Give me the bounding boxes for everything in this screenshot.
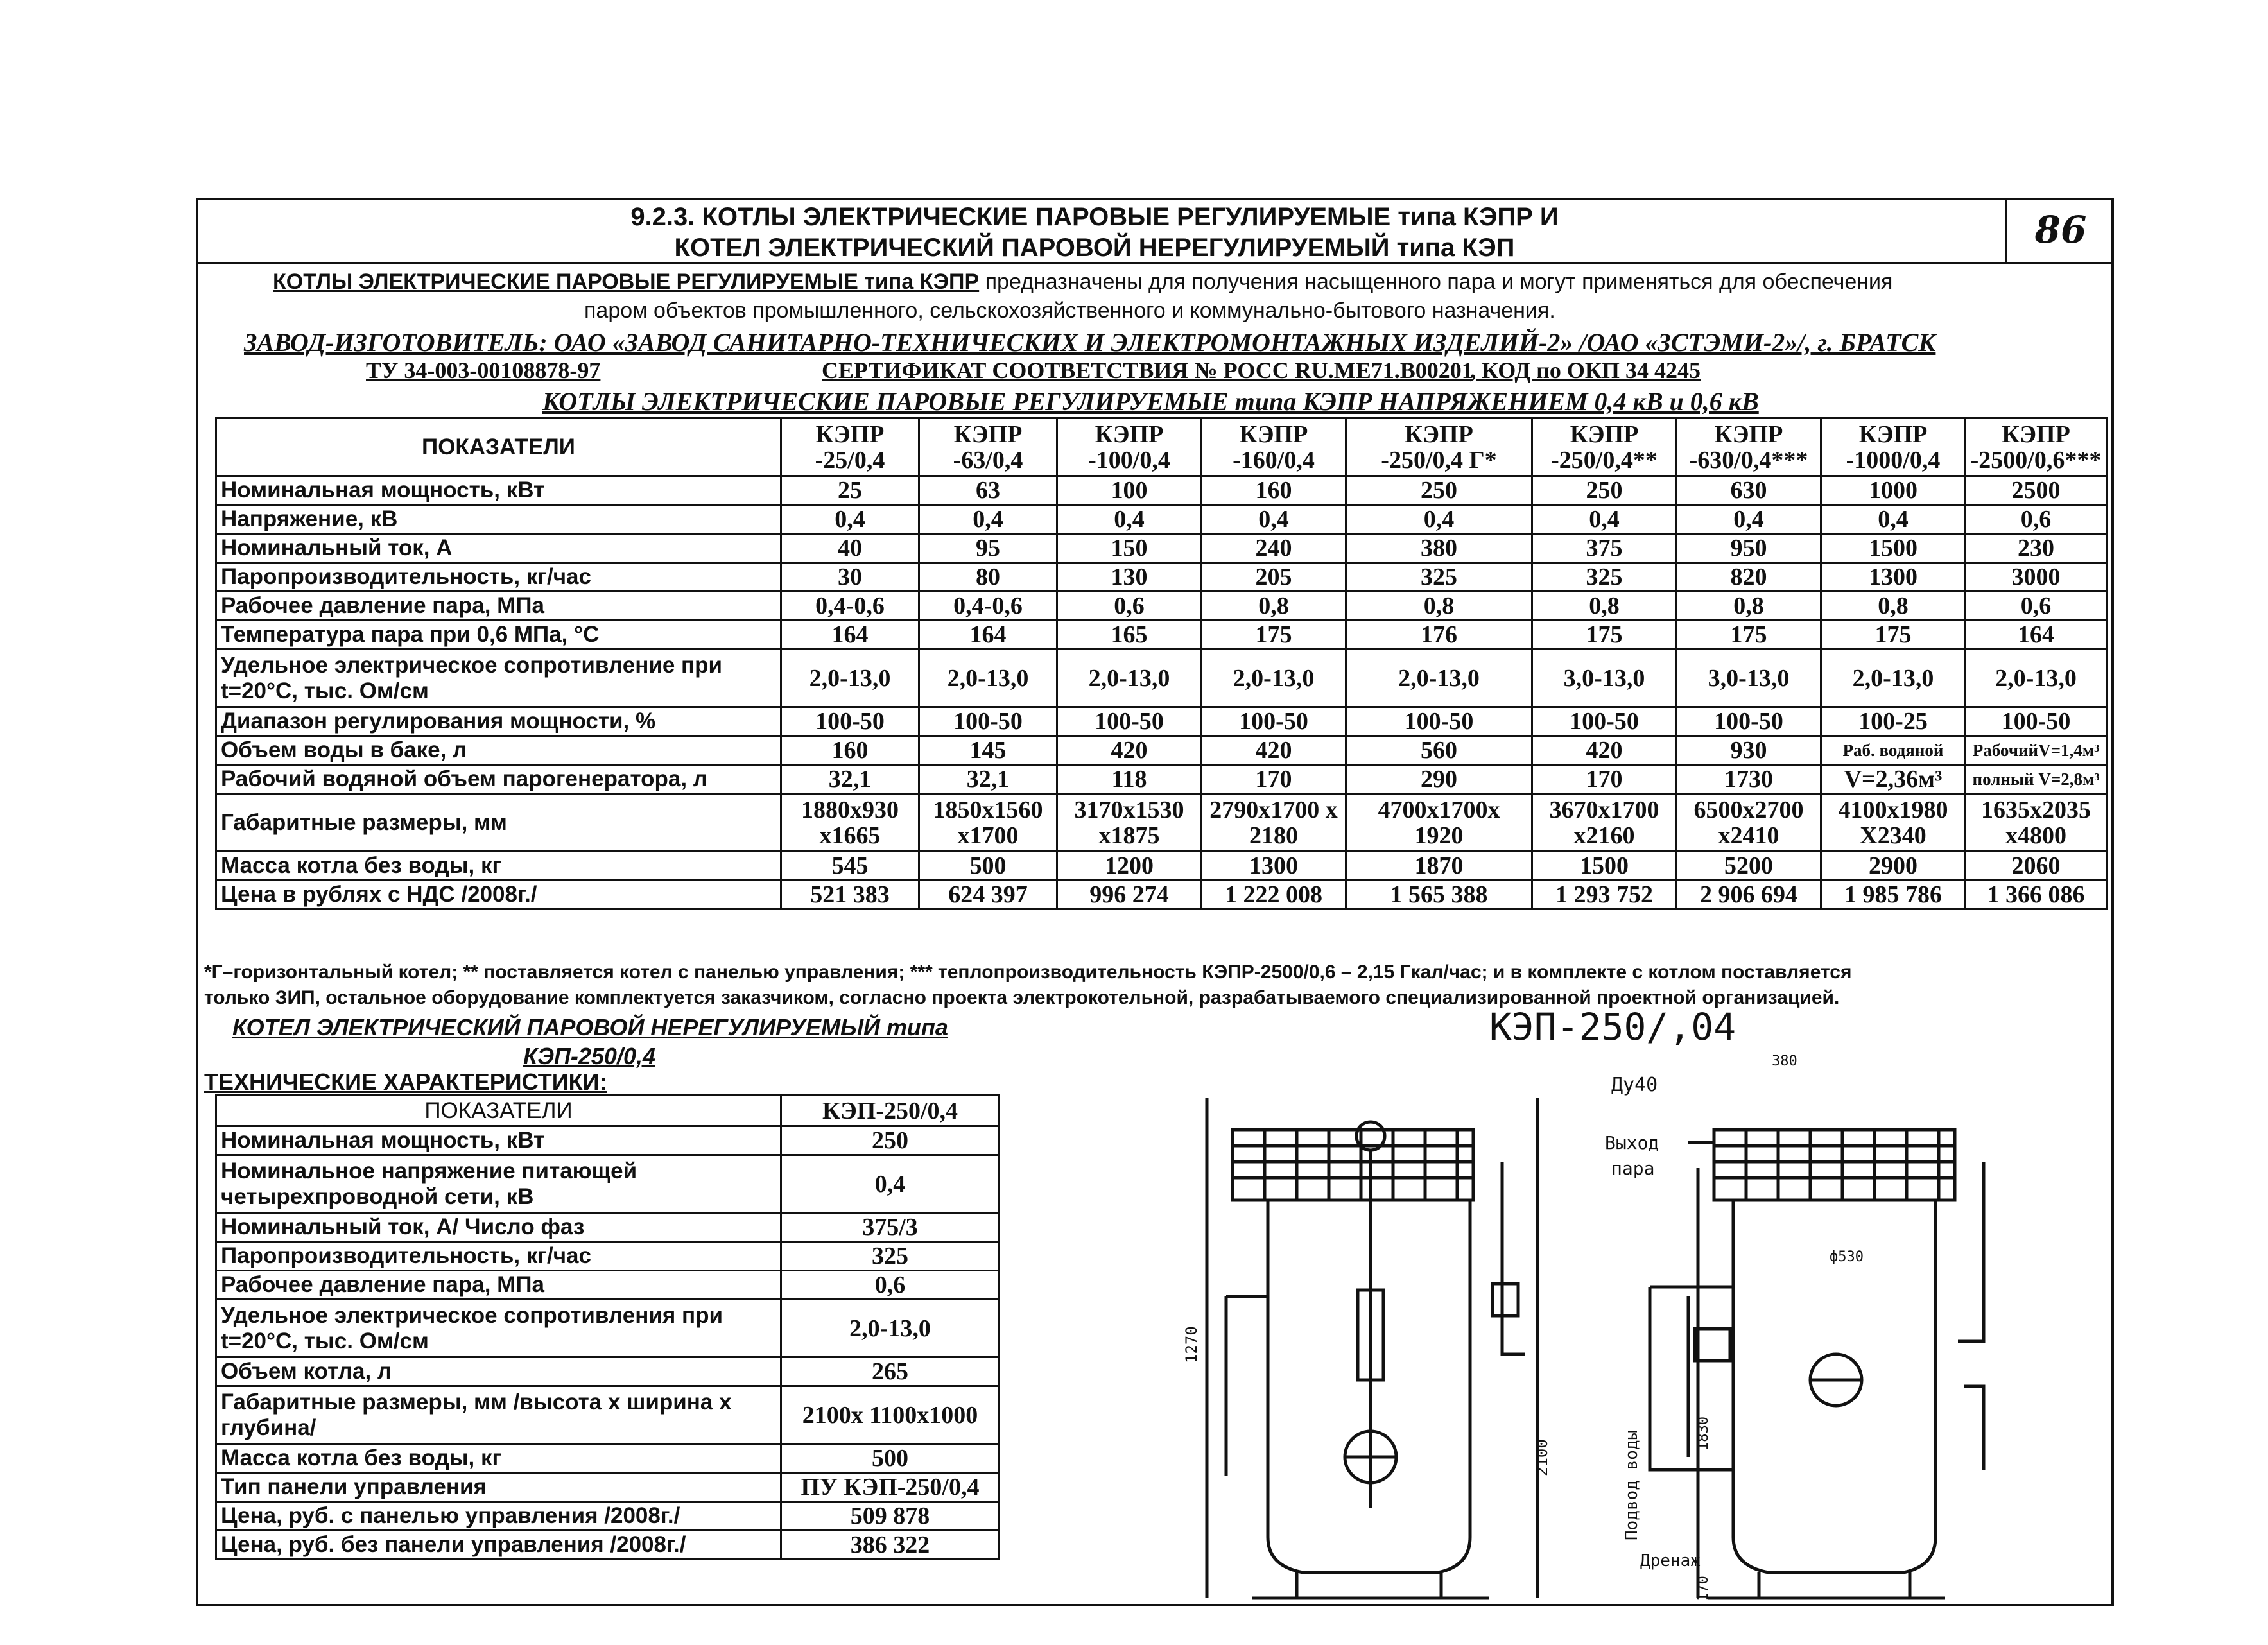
- kep-row: [216, 1213, 1000, 1242]
- kepr-cell: РабочийV=1,4м³: [1966, 736, 2107, 765]
- kepr-cell: 0,8: [1532, 592, 1677, 621]
- kep-row: [216, 1271, 1000, 1300]
- kep-row-value: 265: [781, 1357, 1000, 1386]
- kep-row-value: 500: [781, 1444, 1000, 1473]
- drawing-title: КЭП-250/,04: [1489, 1005, 1736, 1049]
- kepr-cell: 0,4: [1202, 505, 1346, 534]
- kepr-cell: 1 222 008: [1202, 881, 1346, 909]
- kepr-cell: 820: [1677, 563, 1821, 592]
- kep-table: [215, 1094, 1000, 1560]
- kep-row-label: Паропроизводительность, кг/час: [216, 1242, 781, 1271]
- kepr-row: [216, 794, 2107, 852]
- tu-code: ТУ 34-003-00108878-97: [366, 357, 601, 383]
- kepr-cell: 170: [1532, 765, 1677, 794]
- kepr-cell: 2,0-13,0: [919, 650, 1057, 707]
- kepr-row: [216, 650, 2107, 707]
- kepr-cell: 100-50: [1202, 707, 1346, 736]
- kepr-row-label: Масса котла без воды, кг: [216, 852, 781, 881]
- label-drain: Дренаж: [1640, 1551, 1701, 1571]
- intro-line-1: [273, 270, 1892, 295]
- kepr-cell: 2,0-13,0: [1346, 650, 1532, 707]
- kepr-cell: 160: [781, 736, 919, 765]
- kepr-cell: 624 397: [919, 881, 1057, 909]
- kepr-col-8: КЭПР -1000/0,4: [1821, 418, 1966, 476]
- kepr-cell: 0,4: [1346, 505, 1532, 534]
- kepr-cell: 3670x1700 x2160: [1532, 794, 1677, 852]
- kepr-cell: 145: [919, 736, 1057, 765]
- kep-row-label: Цена, руб. без панели управления /2008г./: [216, 1531, 781, 1560]
- kepr-cell: Раб. водяной: [1821, 736, 1966, 765]
- kepr-cell: 250: [1532, 476, 1677, 505]
- kepr-cell: 0,4: [1677, 505, 1821, 534]
- kepr-cell: 560: [1346, 736, 1532, 765]
- kep-row: [216, 1155, 1000, 1213]
- kepr-cell: 240: [1202, 534, 1346, 563]
- kepr-cell: 0,6: [1966, 505, 2107, 534]
- kepr-row: [216, 765, 2107, 794]
- kepr-cell: 4700x1700x 1920: [1346, 794, 1532, 852]
- kepr-cell: 1730: [1677, 765, 1821, 794]
- kepr-col-9: КЭПР -2500/0,6***: [1966, 418, 2107, 476]
- kep-header-label: ПОКАЗАТЕЛИ: [216, 1096, 781, 1126]
- kepr-cell: 130: [1057, 563, 1202, 592]
- label-du40: Ду40: [1611, 1074, 1658, 1096]
- boiler-drawing: [1182, 1005, 2099, 1614]
- kepr-cell: 521 383: [781, 881, 919, 909]
- kepr-row-label: Объем воды в баке, л: [216, 736, 781, 765]
- kepr-row-label: Диапазон регулирования мощности, %: [216, 707, 781, 736]
- kep-row-value: 250: [781, 1126, 1000, 1155]
- kep-row-label: Габаритные размеры, мм /высота х ширина х глубина/: [216, 1386, 781, 1444]
- kepr-row-label: Номинальный ток, А: [216, 534, 781, 563]
- dim-top: 380: [1772, 1053, 1797, 1069]
- kepr-cell: 164: [919, 621, 1057, 650]
- kepr-cell: 205: [1202, 563, 1346, 592]
- kepr-cell: 1880x930 x1665: [781, 794, 919, 852]
- kepr-cell: 230: [1966, 534, 2107, 563]
- footnote-line-2: только ЗИП, остальное оборудование комплектуется заказчиком, согласно проекта электрокотельной, разрабатываемого специализированной проектной организацией.: [204, 987, 1840, 1008]
- kep-row-label: Рабочее давление пара, МПа: [216, 1271, 781, 1300]
- kepr-cell: 2060: [1966, 852, 2107, 881]
- kep-row-label: Номинальный ток, А/ Число фаз: [216, 1213, 781, 1242]
- kepr-cell: 325: [1532, 563, 1677, 592]
- kepr-col-3: КЭПР -100/0,4: [1057, 418, 1202, 476]
- kepr-cell: 0,4-0,6: [919, 592, 1057, 621]
- kepr-cell: 165: [1057, 621, 1202, 650]
- kepr-cell: 2790x1700 x 2180: [1202, 794, 1346, 852]
- kepr-cell: 100-50: [1966, 707, 2107, 736]
- kepr-cell: 40: [781, 534, 919, 563]
- kepr-row-label: Удельное электрическое сопротивление при t=20°С, тыс. Ом/см: [216, 650, 781, 707]
- kepr-cell: 175: [1202, 621, 1346, 650]
- kepr-cell: 1200: [1057, 852, 1202, 881]
- kepr-col-6: КЭПР -250/0,4**: [1532, 418, 1677, 476]
- kepr-cell: 250: [1346, 476, 1532, 505]
- kepr-cell: 0,4: [781, 505, 919, 534]
- kep-row-value: 2100x 1100x1000: [781, 1386, 1000, 1444]
- kepr-row-label: Напряжение, кВ: [216, 505, 781, 534]
- kepr-cell: 2500: [1966, 476, 2107, 505]
- kepr-cell: 30: [781, 563, 919, 592]
- kepr-cell: 1 565 388: [1346, 881, 1532, 909]
- kepr-cell: 3,0-13,0: [1677, 650, 1821, 707]
- kepr-row-label: Номинальная мощность, кВт: [216, 476, 781, 505]
- kepr-row: [216, 592, 2107, 621]
- kepr-row: [216, 707, 2107, 736]
- kepr-cell: 100-50: [919, 707, 1057, 736]
- kepr-cell: 3000: [1966, 563, 2107, 592]
- kepr-col-5: КЭПР -250/0,4 Г*: [1346, 418, 1532, 476]
- kepr-cell: 1000: [1821, 476, 1966, 505]
- kepr-cell: 175: [1532, 621, 1677, 650]
- boiler-drawing-svg: [1182, 1005, 2099, 1611]
- kepr-cell: 0,6: [1057, 592, 1202, 621]
- kepr-col-7: КЭПР -630/0,4***: [1677, 418, 1821, 476]
- left-terminal-box: [1233, 1130, 1473, 1200]
- kepr-cell: 630: [1677, 476, 1821, 505]
- kepr-cell: 118: [1057, 765, 1202, 794]
- intro-line-2: паром объектов промышленного, сельскохозяйственного и коммунально-бытового назначения.: [584, 298, 1555, 323]
- kepr-row: [216, 881, 2107, 909]
- kepr-cell: 375: [1532, 534, 1677, 563]
- kepr-cell: 100-50: [1057, 707, 1202, 736]
- kepr-cell: 164: [1966, 621, 2107, 650]
- kepr-cell: 95: [919, 534, 1057, 563]
- kepr-row: [216, 505, 2107, 534]
- kepr-cell: 1300: [1821, 563, 1966, 592]
- kepr-row: [216, 621, 2107, 650]
- kepr-cell: 0,4-0,6: [781, 592, 919, 621]
- kepr-row-label: Паропроизводительность, кг/час: [216, 563, 781, 592]
- kep-row-value: 325: [781, 1242, 1000, 1271]
- kepr-cell: 150: [1057, 534, 1202, 563]
- kepr-header-label: ПОКАЗАТЕЛИ: [216, 418, 781, 476]
- kep-row: [216, 1473, 1000, 1502]
- kepr-cell: 996 274: [1057, 881, 1202, 909]
- kep-row-value: 0,6: [781, 1271, 1000, 1300]
- kep-row-label: Номинальное напряжение питающей четырехпроводной сети, кВ: [216, 1155, 781, 1213]
- kepr-cell: 176: [1346, 621, 1532, 650]
- kep-row: [216, 1126, 1000, 1155]
- kepr-cell: 290: [1346, 765, 1532, 794]
- kepr-cell: 2,0-13,0: [781, 650, 919, 707]
- kep-row: [216, 1300, 1000, 1357]
- kepr-cell: 0,8: [1346, 592, 1532, 621]
- kepr-row: [216, 736, 2107, 765]
- kepr-cell: 1635x2035 x4800: [1966, 794, 2107, 852]
- kepr-cell: 420: [1057, 736, 1202, 765]
- kep-row-label: Тип панели управления: [216, 1473, 781, 1502]
- kepr-cell: 80: [919, 563, 1057, 592]
- kepr-cell: 0,6: [1966, 592, 2107, 621]
- kepr-col-2: КЭПР -63/0,4: [919, 418, 1057, 476]
- kepr-cell: 3170x1530 x1875: [1057, 794, 1202, 852]
- dim-h1: 1270: [1182, 1326, 1200, 1363]
- kep-row: [216, 1444, 1000, 1473]
- kepr-cell: 1870: [1346, 852, 1532, 881]
- kep-row-value: 386 322: [781, 1531, 1000, 1560]
- kepr-cell: 2900: [1821, 852, 1966, 881]
- label-steam-out-2: пара: [1611, 1158, 1655, 1179]
- kepr-cell: 5200: [1677, 852, 1821, 881]
- kepr-cell: 170: [1202, 765, 1346, 794]
- kepr-cell: 2,0-13,0: [1966, 650, 2107, 707]
- kepr-cell: V=2,36м³: [1821, 765, 1966, 794]
- dim-h2: 2100: [1533, 1439, 1551, 1476]
- kepr-cell: 420: [1202, 736, 1346, 765]
- intro-lead: КОТЛЫ ЭЛЕКТРИЧЕСКИЕ ПАРОВЫЕ РЕГУЛИРУЕМЫЕ типа КЭПР: [273, 270, 980, 294]
- title-line-1: 9.2.3. КОТЛЫ ЭЛЕКТРИЧЕСКИЕ ПАРОВЫЕ РЕГУЛИРУЕМЫЕ типа КЭПР И: [630, 203, 1559, 231]
- kep-header-value: КЭП-250/0,4: [781, 1096, 1000, 1126]
- kep-header-row: [216, 1096, 1000, 1126]
- kepr-cell: 4100x1980 X2340: [1821, 794, 1966, 852]
- label-steam-out-1: Выход: [1605, 1132, 1659, 1153]
- kep-row: [216, 1502, 1000, 1531]
- kepr-cell: 930: [1677, 736, 1821, 765]
- page-title: [196, 202, 1993, 263]
- kepr-col-4: КЭПР -160/0,4: [1202, 418, 1346, 476]
- dim-h4: 170: [1695, 1576, 1711, 1601]
- dim-h3: 1830: [1695, 1417, 1711, 1451]
- kepr-cell: 2,0-13,0: [1057, 650, 1202, 707]
- kepr-cell: 500: [919, 852, 1057, 881]
- kepr-row-label: Рабочее давление пара, МПа: [216, 592, 781, 621]
- kep-row: [216, 1531, 1000, 1560]
- kepr-cell: 63: [919, 476, 1057, 505]
- kep-row-label: Объем котла, л: [216, 1357, 781, 1386]
- kepr-header-row: [216, 418, 2107, 476]
- kepr-cell: 100-50: [1346, 707, 1532, 736]
- kepr-row-label: Температура пара при 0,6 МПа, °С: [216, 621, 781, 650]
- kepr-cell: 380: [1346, 534, 1532, 563]
- manufacturer: ЗАВОД-ИЗГОТОВИТЕЛЬ: ОАО «ЗАВОД САНИТАРНО-ТЕХНИЧЕСКИХ И ЭЛЕКТРОМОНТАЖНЫХ ИЗДЕЛИЙ-2» /ОАО «ЗСТЭМИ-2»/, г. БРАТСК: [244, 328, 1936, 357]
- kepr-cell: 2,0-13,0: [1202, 650, 1346, 707]
- kepr-row-label: Рабочий водяной объем парогенератора, л: [216, 765, 781, 794]
- kep-row-label: Масса котла без воды, кг: [216, 1444, 781, 1473]
- kepr-cell: 545: [781, 852, 919, 881]
- kepr-cell: 950: [1677, 534, 1821, 563]
- label-water-in: Подвод воды: [1622, 1429, 1641, 1540]
- kepr-row-label: Габаритные размеры, мм: [216, 794, 781, 852]
- kepr-row-label: Цена в рублях с НДС /2008г./: [216, 881, 781, 909]
- kepr-cell: 0,4: [1532, 505, 1677, 534]
- kepr-cell: 1 366 086: [1966, 881, 2107, 909]
- kepr-cell: 3,0-13,0: [1532, 650, 1677, 707]
- kepr-cell: 2,0-13,0: [1821, 650, 1966, 707]
- kepr-cell: 100: [1057, 476, 1202, 505]
- kepr-row: [216, 476, 2107, 505]
- certificate: СЕРТИФИКАТ СООТВЕТСТВИЯ № РОСС RU.МЕ71.В00201: [822, 357, 1473, 383]
- kepr-cell: 0,4: [1057, 505, 1202, 534]
- kepr-cell: 0,8: [1202, 592, 1346, 621]
- kepr-table-title: КОТЛЫ ЭЛЕКТРИЧЕСКИЕ ПАРОВЫЕ РЕГУЛИРУЕМЫЕ типа КЭПР НАПРЯЖЕНИЕМ 0,4 кВ и 0,6 кВ: [542, 387, 1759, 416]
- kepr-cell: полный V=2,8м³: [1966, 765, 2107, 794]
- kep-row: [216, 1357, 1000, 1386]
- kepr-cell: 1850x1560 x1700: [919, 794, 1057, 852]
- kep-row-value: 509 878: [781, 1502, 1000, 1531]
- kepr-col-1: КЭПР -25/0,4: [781, 418, 919, 476]
- kepr-cell: 2 906 694: [1677, 881, 1821, 909]
- kepr-cell: 325: [1346, 563, 1532, 592]
- kepr-table: [215, 417, 2108, 910]
- kepr-cell: 0,8: [1677, 592, 1821, 621]
- kepr-cell: 32,1: [781, 765, 919, 794]
- kep-title-2: КЭП-250/0,4: [523, 1043, 655, 1069]
- kep-row-value: 375/3: [781, 1213, 1000, 1242]
- kep-row-label: Номинальная мощность, кВт: [216, 1126, 781, 1155]
- footnote: [204, 960, 2104, 1011]
- kepr-cell: 1500: [1821, 534, 1966, 563]
- page-header: [196, 198, 2114, 264]
- kepr-cell: 175: [1821, 621, 1966, 650]
- kepr-cell: 25: [781, 476, 919, 505]
- kepr-cell: 0,4: [1821, 505, 1966, 534]
- footnote-line-1: *Г–горизонтальный котел; ** поставляется котел с панелью управления; *** теплопроизводительность КЭПР-2500/0,6 – 2,15 Гкал/час; и в комплекте с котлом поставляется: [204, 961, 1852, 983]
- kepr-cell: 1 293 752: [1532, 881, 1677, 909]
- kep-row-value: ПУ КЭП-250/0,4: [781, 1473, 1000, 1502]
- kep-row-value: 2,0-13,0: [781, 1300, 1000, 1357]
- kepr-cell: 0,4: [919, 505, 1057, 534]
- title-line-2: КОТЕЛ ЭЛЕКТРИЧЕСКИЙ ПАРОВОЙ НЕРЕГУЛИРУЕМЫЙ типа КЭП: [674, 234, 1515, 262]
- kepr-cell: 1300: [1202, 852, 1346, 881]
- kepr-cell: 160: [1202, 476, 1346, 505]
- kepr-cell: 100-50: [1677, 707, 1821, 736]
- right-terminal-box: [1714, 1130, 1955, 1200]
- kepr-cell: 1500: [1532, 852, 1677, 881]
- kepr-row: [216, 563, 2107, 592]
- kep-row-value: 0,4: [781, 1155, 1000, 1213]
- kep-subtitle: ТЕХНИЧЕСКИЕ ХАРАКТЕРИСТИКИ:: [204, 1069, 607, 1095]
- okp-code: , КОД по ОКП 34 4245: [1470, 357, 1701, 383]
- kepr-cell: 100-50: [781, 707, 919, 736]
- kepr-cell: 6500x2700 x2410: [1677, 794, 1821, 852]
- kepr-cell: 100-50: [1532, 707, 1677, 736]
- kep-title-1: КОТЕЛ ЭЛЕКТРИЧЕСКИЙ ПАРОВОЙ НЕРЕГУЛИРУЕМЫЙ типа: [232, 1014, 948, 1040]
- dim-diameter: ф530: [1830, 1249, 1864, 1265]
- kepr-cell: 175: [1677, 621, 1821, 650]
- kep-row-label: Цена, руб. с панелью управления /2008г./: [216, 1502, 781, 1531]
- kepr-cell: 164: [781, 621, 919, 650]
- kepr-row: [216, 534, 2107, 563]
- kep-row: [216, 1386, 1000, 1444]
- kepr-cell: 420: [1532, 736, 1677, 765]
- kepr-cell: 32,1: [919, 765, 1057, 794]
- kep-row-label: Удельное электрическое сопротивления при t=20°С, тыс. Ом/см: [216, 1300, 781, 1357]
- kepr-cell: 1 985 786: [1821, 881, 1966, 909]
- kepr-row: [216, 852, 2107, 881]
- intro-text-1: предназначены для получения насыщенного пара и могут применяться для обеспечения: [979, 270, 1893, 294]
- page-number: 86: [2005, 198, 2114, 262]
- kepr-cell: 0,8: [1821, 592, 1966, 621]
- kepr-cell: 100-25: [1821, 707, 1966, 736]
- kep-row: [216, 1242, 1000, 1271]
